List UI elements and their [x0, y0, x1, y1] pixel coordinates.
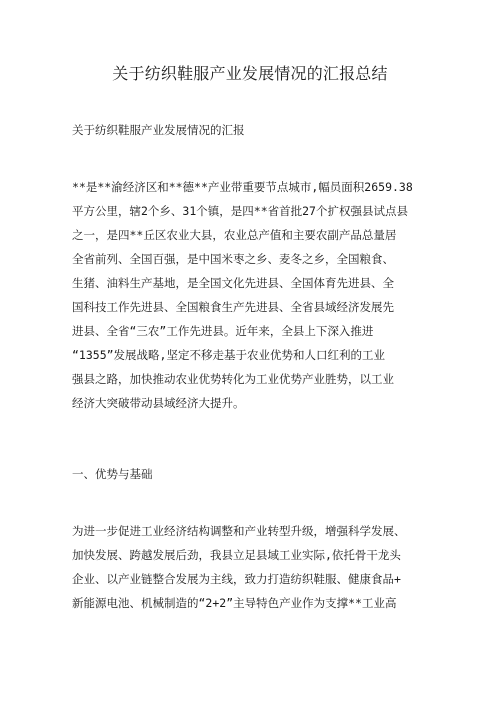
paragraph-line: 全省前列、全国百强，是中国米枣之乡、麦冬之乡，全国粮食、	[72, 252, 394, 266]
intro-paragraph	[72, 175, 444, 415]
paragraph-line: 进县、全省“三农”工作先进县。近年来，全县上下深入推进	[72, 324, 374, 338]
paragraph-line: 企业、以产业链整合发展为主线，致力打造纺织鞋服、健康食品+	[72, 572, 401, 586]
paragraph-line: 强县之路，加快推动农业优势转化为工业优势产业胜势，以工业	[72, 372, 394, 386]
document-title: 关于纺织鞋服产业发展情况的汇报总结	[112, 64, 388, 83]
paragraph-line: 之一，是四**丘区农业大县，农业总产值和主要农副产品总量居	[72, 228, 397, 242]
paragraph-line: 生猪、油料生产基地，是全国文化先进县、全国体育先进县、全	[72, 276, 394, 290]
section-heading: 一、优势与基础	[72, 467, 153, 481]
paragraph-line: **是**渝经济区和**德**产业带重要节点城市,幅员面积2659.38	[72, 180, 413, 194]
paragraph-line: 加快发展、跨越发展后劲，我县立足县域工业实际,依托骨干龙头	[72, 548, 401, 562]
paragraph-line: 国科技工作先进县、全国粮食生产先进县、全省县域经济发展先	[72, 300, 394, 314]
paragraph-line: 经济大突破带动县域经济大提升。	[72, 396, 245, 410]
paragraph-line: 平方公里，辖2个乡、31个镇，是四**省首批27个扩权强县试点县	[72, 204, 408, 218]
paragraph-line: 新能源电池、机械制造的“2+2”主导特色产业作为支撑**工业高	[72, 596, 397, 610]
body-paragraph	[72, 519, 444, 615]
report-subheading: 关于纺织鞋服产业发展情况的汇报	[72, 123, 245, 137]
paragraph-line: “1355”发展战略,坚定不移走基于农业优势和人口红利的工业	[72, 348, 385, 362]
paragraph-line: 为进一步促进工业经济结构调整和产业转型升级，增强科学发展、	[72, 524, 406, 538]
